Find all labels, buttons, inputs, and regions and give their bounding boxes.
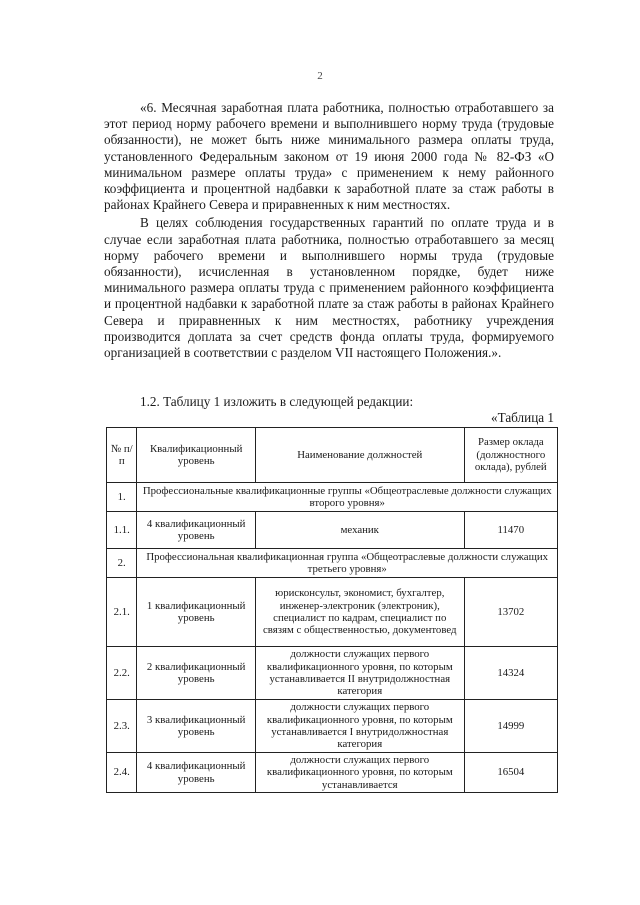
row-level: 1 квалификационный уровень	[137, 578, 256, 647]
header-salary: Размер оклада (должностного оклада), рублей	[464, 428, 557, 483]
group-num: 1.	[107, 483, 137, 512]
table-row	[107, 700, 558, 753]
row-level: 2 квалификационный уровень	[137, 647, 256, 700]
table-row	[107, 512, 558, 549]
row-salary: 14324	[464, 647, 557, 700]
header-level: Квалификационный уровень	[137, 428, 256, 483]
row-level: 3 квалификационный уровень	[137, 700, 256, 753]
row-positions: должности служащих первого квалификационного уровня, по которым устанавливается	[255, 753, 464, 793]
table-row	[107, 578, 558, 647]
table-caption: «Таблица 1	[491, 410, 554, 425]
header-num: № п/п	[107, 428, 137, 483]
table-row	[107, 753, 558, 793]
page-number: 2	[317, 70, 323, 82]
row-positions: должности служащих первого квалификационного уровня, по которым устанавливается I внутридолжностная категория	[255, 700, 464, 753]
row-salary: 13702	[464, 578, 557, 647]
table-row	[107, 647, 558, 700]
paragraph-guarantees: В целях соблюдения государственных гарантий по оплате труда и в случае если заработная плата работника, полностью отработавшего за месяц норму рабочего времени и выполнившего нормы труда (трудовые обязанности), исчисленная в установленном порядке, будет ниже минимального размера оплаты труда с применением районного коэффициента и процентной надбавки к заработной плате за стаж работы в районах Крайнего Севера и приравненных к ним местностях, работнику учреждения производится доплата за счет средств фонда оплаты труда, формируемого организацией в соответствии с разделом VII настоящего Положения.».	[104, 215, 554, 361]
group-row	[107, 549, 558, 578]
row-num: 2.2.	[107, 647, 137, 700]
salary-table	[106, 427, 558, 793]
row-num: 2.3.	[107, 700, 137, 753]
item-1-2: 1.2. Таблицу 1 изложить в следующей редакции:	[140, 394, 414, 409]
row-num: 2.1.	[107, 578, 137, 647]
row-salary: 14999	[464, 700, 557, 753]
row-num: 1.1.	[107, 512, 137, 549]
row-salary: 11470	[464, 512, 557, 549]
row-positions: механик	[255, 512, 464, 549]
row-positions: должности служащих первого квалификационного уровня, по которым устанавливается II внутридолжностная категория	[255, 647, 464, 700]
group-title: Профессиональные квалификационные группы «Общеотраслевые должности служащих второго уровня»	[137, 483, 558, 512]
row-level: 4 квалификационный уровень	[137, 753, 256, 793]
header-positions: Наименование должностей	[255, 428, 464, 483]
row-level: 4 квалификационный уровень	[137, 512, 256, 549]
row-positions: юрисконсульт, экономист, бухгалтер, инженер-электроник (электроник), специалист по кадрам, специалист по связям с общественностью, документовед	[255, 578, 464, 647]
row-salary: 16504	[464, 753, 557, 793]
paragraph-6: «6. Месячная заработная плата работника, полностью отработавшего за этот период норму рабочего времени и выполнившего норму труда (трудовые обязанности), не может быть ниже минимального размера оплаты труда, установленного Федеральным законом от 19 июня 2000 года № 82-ФЗ «О минимальном размере оплаты труда» с применением к нему районного коэффициента и процентной надбавки к заработной плате за стаж работы в районах Крайнего Севера и приравненных к ним местностях.	[104, 100, 554, 213]
body-text	[104, 100, 554, 361]
group-num: 2.	[107, 549, 137, 578]
row-num: 2.4.	[107, 753, 137, 793]
table-header-row	[107, 428, 558, 483]
group-title: Профессиональная квалификационная группа «Общеотраслевые должности служащих третьего уровня»	[137, 549, 558, 578]
group-row	[107, 483, 558, 512]
